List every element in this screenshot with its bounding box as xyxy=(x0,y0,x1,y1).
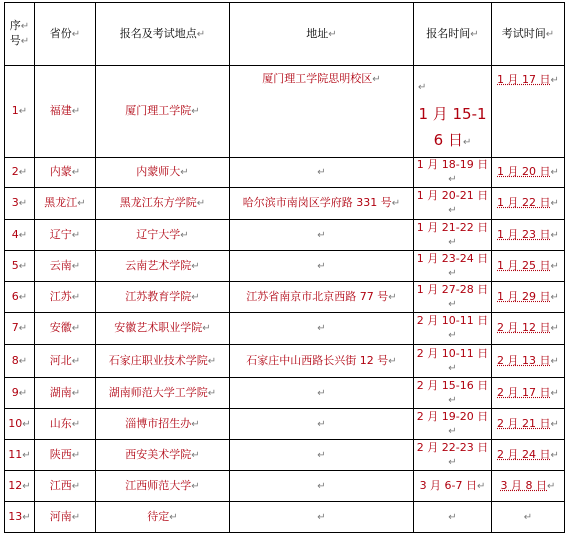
cell-province: 江西↵ xyxy=(35,471,96,502)
cell-reg-time: 3 月 6-7 日↵ xyxy=(414,471,492,502)
cell-reg-time: 2 月 10-11 日↵ xyxy=(414,313,492,345)
cell-reg-time: 1 月 20-21 日↵ xyxy=(414,188,492,220)
cell-seq: 3↵ xyxy=(5,188,35,220)
cell-exam-time: 1 月 17 日↵ xyxy=(492,66,565,158)
cell-seq: 9↵ xyxy=(5,378,35,409)
header-exam-time: 考试时间↵ xyxy=(492,3,565,66)
header-reg-time: 报名时间↵ xyxy=(414,3,492,66)
cell-province: 内蒙↵ xyxy=(35,158,96,188)
cell-exam-time: ↵ xyxy=(492,502,565,533)
cell-reg-time: 1 月 27-28 日↵ xyxy=(414,282,492,313)
cell-seq: 11↵ xyxy=(5,440,35,471)
cell-seq: 13↵ xyxy=(5,502,35,533)
cell-location: 待定↵ xyxy=(96,502,230,533)
cell-reg-time: ↵ xyxy=(414,502,492,533)
cell-address: 江苏省南京市北京西路 77 号↵ xyxy=(230,282,414,313)
cell-location: 湖南师范大学工学院↵ xyxy=(96,378,230,409)
cell-exam-time: 1 月 22 日↵ xyxy=(492,188,565,220)
cell-address: ↵ xyxy=(230,220,414,251)
exam-schedule-table xyxy=(4,2,565,533)
table-row xyxy=(5,440,565,471)
cell-seq: 1↵ xyxy=(5,66,35,158)
cell-exam-time: 1 月 20 日↵ xyxy=(492,158,565,188)
cell-exam-time: 1 月 23 日↵ xyxy=(492,220,565,251)
cell-seq: 10↵ xyxy=(5,409,35,440)
cell-seq: 8↵ xyxy=(5,345,35,378)
table-row xyxy=(5,502,565,533)
cell-seq: 12↵ xyxy=(5,471,35,502)
cell-address: 石家庄中山西路长兴街 12 号↵ xyxy=(230,345,414,378)
cell-province: 辽宁↵ xyxy=(35,220,96,251)
header-province: 省份↵ xyxy=(35,3,96,66)
table-row xyxy=(5,471,565,502)
cell-location: 云南艺术学院↵ xyxy=(96,251,230,282)
cell-location: 内蒙师大↵ xyxy=(96,158,230,188)
cell-address: ↵ xyxy=(230,440,414,471)
cell-address: 哈尔滨市南岗区学府路 331 号↵ xyxy=(230,188,414,220)
cell-exam-time: 3 月 8 日↵ xyxy=(492,471,565,502)
cell-location: 黑龙江东方学院↵ xyxy=(96,188,230,220)
cell-location: 安徽艺术职业学院↵ xyxy=(96,313,230,345)
cell-address: ↵ xyxy=(230,409,414,440)
cell-location: 石家庄职业技术学院↵ xyxy=(96,345,230,378)
cell-province: 安徽↵ xyxy=(35,313,96,345)
cell-exam-time: 2 月 21 日↵ xyxy=(492,409,565,440)
cell-province: 黑龙江↵ xyxy=(35,188,96,220)
table-row xyxy=(5,188,565,220)
cell-address: ↵ xyxy=(230,502,414,533)
cell-province: 福建↵ xyxy=(35,66,96,158)
cell-reg-time: 2 月 10-11 日↵ xyxy=(414,345,492,378)
table-row xyxy=(5,158,565,188)
cell-exam-time: 2 月 12 日↵ xyxy=(492,313,565,345)
table-row xyxy=(5,220,565,251)
cell-seq: 7↵ xyxy=(5,313,35,345)
cell-reg-time: 2 月 15-16 日↵ xyxy=(414,378,492,409)
cell-location: 江西师范大学↵ xyxy=(96,471,230,502)
cell-reg-time: 2 月 19-20 日↵ xyxy=(414,409,492,440)
table-row xyxy=(5,378,565,409)
cell-province: 河南↵ xyxy=(35,502,96,533)
cell-location: 江苏教育学院↵ xyxy=(96,282,230,313)
cell-province: 陕西↵ xyxy=(35,440,96,471)
cell-exam-time: 2 月 13 日↵ xyxy=(492,345,565,378)
cell-province: 山东↵ xyxy=(35,409,96,440)
cell-seq: 2↵ xyxy=(5,158,35,188)
header-seq: 序↵ 号↵ xyxy=(5,3,35,66)
cell-province: 湖南↵ xyxy=(35,378,96,409)
table-row xyxy=(5,345,565,378)
cell-province: 河北↵ xyxy=(35,345,96,378)
cell-exam-time: 2 月 24 日↵ xyxy=(492,440,565,471)
cell-address: ↵ xyxy=(230,251,414,282)
cell-address: ↵ xyxy=(230,158,414,188)
cell-address: ↵ xyxy=(230,313,414,345)
cell-location: 淄博市招生办↵ xyxy=(96,409,230,440)
cell-exam-time: 1 月 29 日↵ xyxy=(492,282,565,313)
table-header-row xyxy=(5,3,565,66)
cell-province: 江苏↵ xyxy=(35,282,96,313)
cell-exam-time: 1 月 25 日↵ xyxy=(492,251,565,282)
table-row xyxy=(5,313,565,345)
cell-address: ↵ xyxy=(230,378,414,409)
table-row xyxy=(5,251,565,282)
cell-address: 厦门理工学院思明校区↵ xyxy=(230,66,414,158)
cell-location: 厦门理工学院↵ xyxy=(96,66,230,158)
cell-seq: 6↵ xyxy=(5,282,35,313)
cell-reg-time: 1 月 21-22 日↵ xyxy=(414,220,492,251)
cell-location: 西安美术学院↵ xyxy=(96,440,230,471)
table-row xyxy=(5,282,565,313)
table-row xyxy=(5,66,565,158)
header-location: 报名及考试地点↵ xyxy=(96,3,230,66)
header-address: 地址↵ xyxy=(230,3,414,66)
cell-seq: 4↵ xyxy=(5,220,35,251)
table-row xyxy=(5,409,565,440)
cell-address: ↵ xyxy=(230,471,414,502)
cell-reg-time: ↵ 1 月 15-1 6 日↵ xyxy=(414,66,492,158)
cell-location: 辽宁大学↵ xyxy=(96,220,230,251)
cell-reg-time: 2 月 22-23 日↵ xyxy=(414,440,492,471)
cell-reg-time: 1 月 18-19 日↵ xyxy=(414,158,492,188)
cell-seq: 5↵ xyxy=(5,251,35,282)
cell-reg-time: 1 月 23-24 日↵ xyxy=(414,251,492,282)
cell-province: 云南↵ xyxy=(35,251,96,282)
cell-exam-time: 2 月 17 日↵ xyxy=(492,378,565,409)
